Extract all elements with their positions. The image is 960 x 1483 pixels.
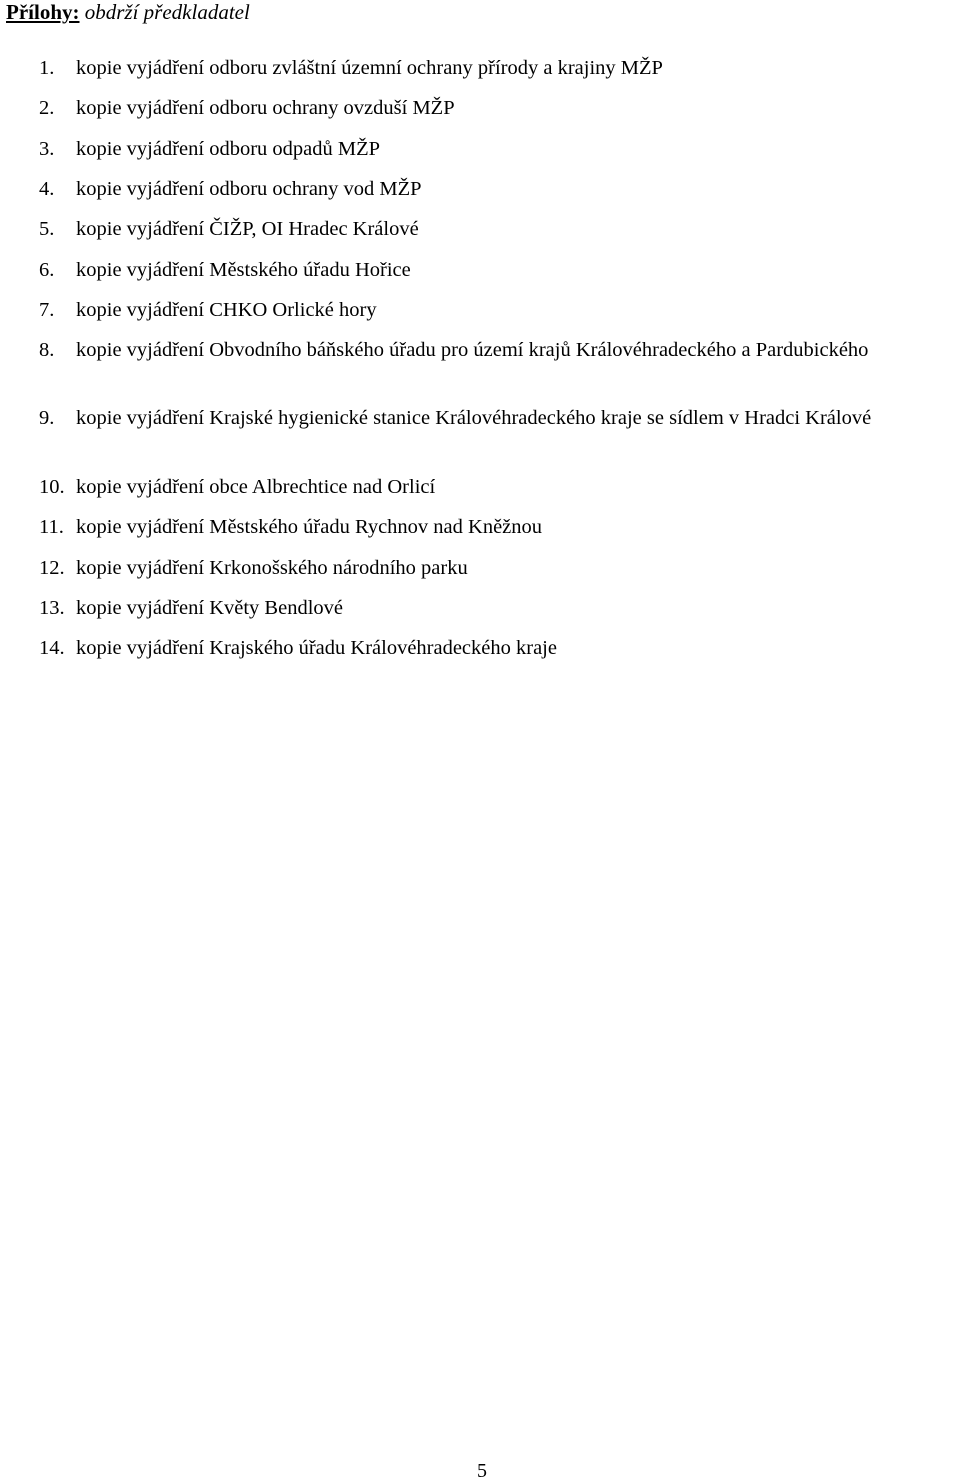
- list-item-number: 7.: [39, 299, 55, 321]
- attachments-heading-label: Přílohy:: [6, 0, 80, 24]
- list-item-text: kopie vyjádření Městského úřadu Rychnov nad Kněžnou: [76, 516, 543, 538]
- list-item-text: kopie vyjádření Krajského úřadu Královéhradeckého kraje: [76, 637, 557, 659]
- attachments-heading: [6, 0, 250, 25]
- list-item-number: 3.: [39, 138, 55, 160]
- list-item-text: kopie vyjádření Krajské hygienické stanice Královéhradeckého kraje se sídlem v Hradci Králové: [76, 407, 872, 429]
- attachments-heading-recipient: obdrží předkladatel: [84, 0, 250, 24]
- list-item-text: kopie vyjádření obce Albrechtice nad Orlicí: [76, 476, 436, 498]
- list-item-text: kopie vyjádření odboru odpadů MŽP: [76, 138, 381, 160]
- list-item-number: 11.: [39, 516, 64, 538]
- list-item-number: 8.: [39, 339, 55, 361]
- page-number: 5: [477, 1460, 487, 1482]
- list-item-text: kopie vyjádření Obvodního báňského úřadu pro území krajů Královéhradeckého a Pardubického: [76, 339, 869, 361]
- list-item-number: 5.: [39, 218, 55, 240]
- list-item-number: 9.: [39, 407, 55, 429]
- list-item-text: kopie vyjádření Městského úřadu Hořice: [76, 259, 411, 281]
- list-item-number: 12.: [39, 557, 65, 579]
- list-item-number: 10.: [39, 476, 65, 498]
- list-item-text: kopie vyjádření odboru ochrany ovzduší MŽP: [76, 97, 455, 119]
- list-item-number: 6.: [39, 259, 55, 281]
- list-item-number: 1.: [39, 57, 55, 79]
- list-item-text: kopie vyjádření odboru ochrany vod MŽP: [76, 178, 422, 200]
- list-item-text: kopie vyjádření Krkonošského národního parku: [76, 557, 468, 579]
- list-item-text: kopie vyjádření CHKO Orlické hory: [76, 299, 377, 321]
- list-item-number: 14.: [39, 637, 65, 659]
- list-item-text: kopie vyjádření ČIŽP, OI Hradec Králové: [76, 218, 419, 240]
- list-item-text: kopie vyjádření Květy Bendlové: [76, 597, 344, 619]
- list-item-number: 4.: [39, 178, 55, 200]
- list-item-text: kopie vyjádření odboru zvláštní územní ochrany přírody a krajiny MŽP: [76, 57, 663, 79]
- list-item-number: 2.: [39, 97, 55, 119]
- list-item-number: 13.: [39, 597, 65, 619]
